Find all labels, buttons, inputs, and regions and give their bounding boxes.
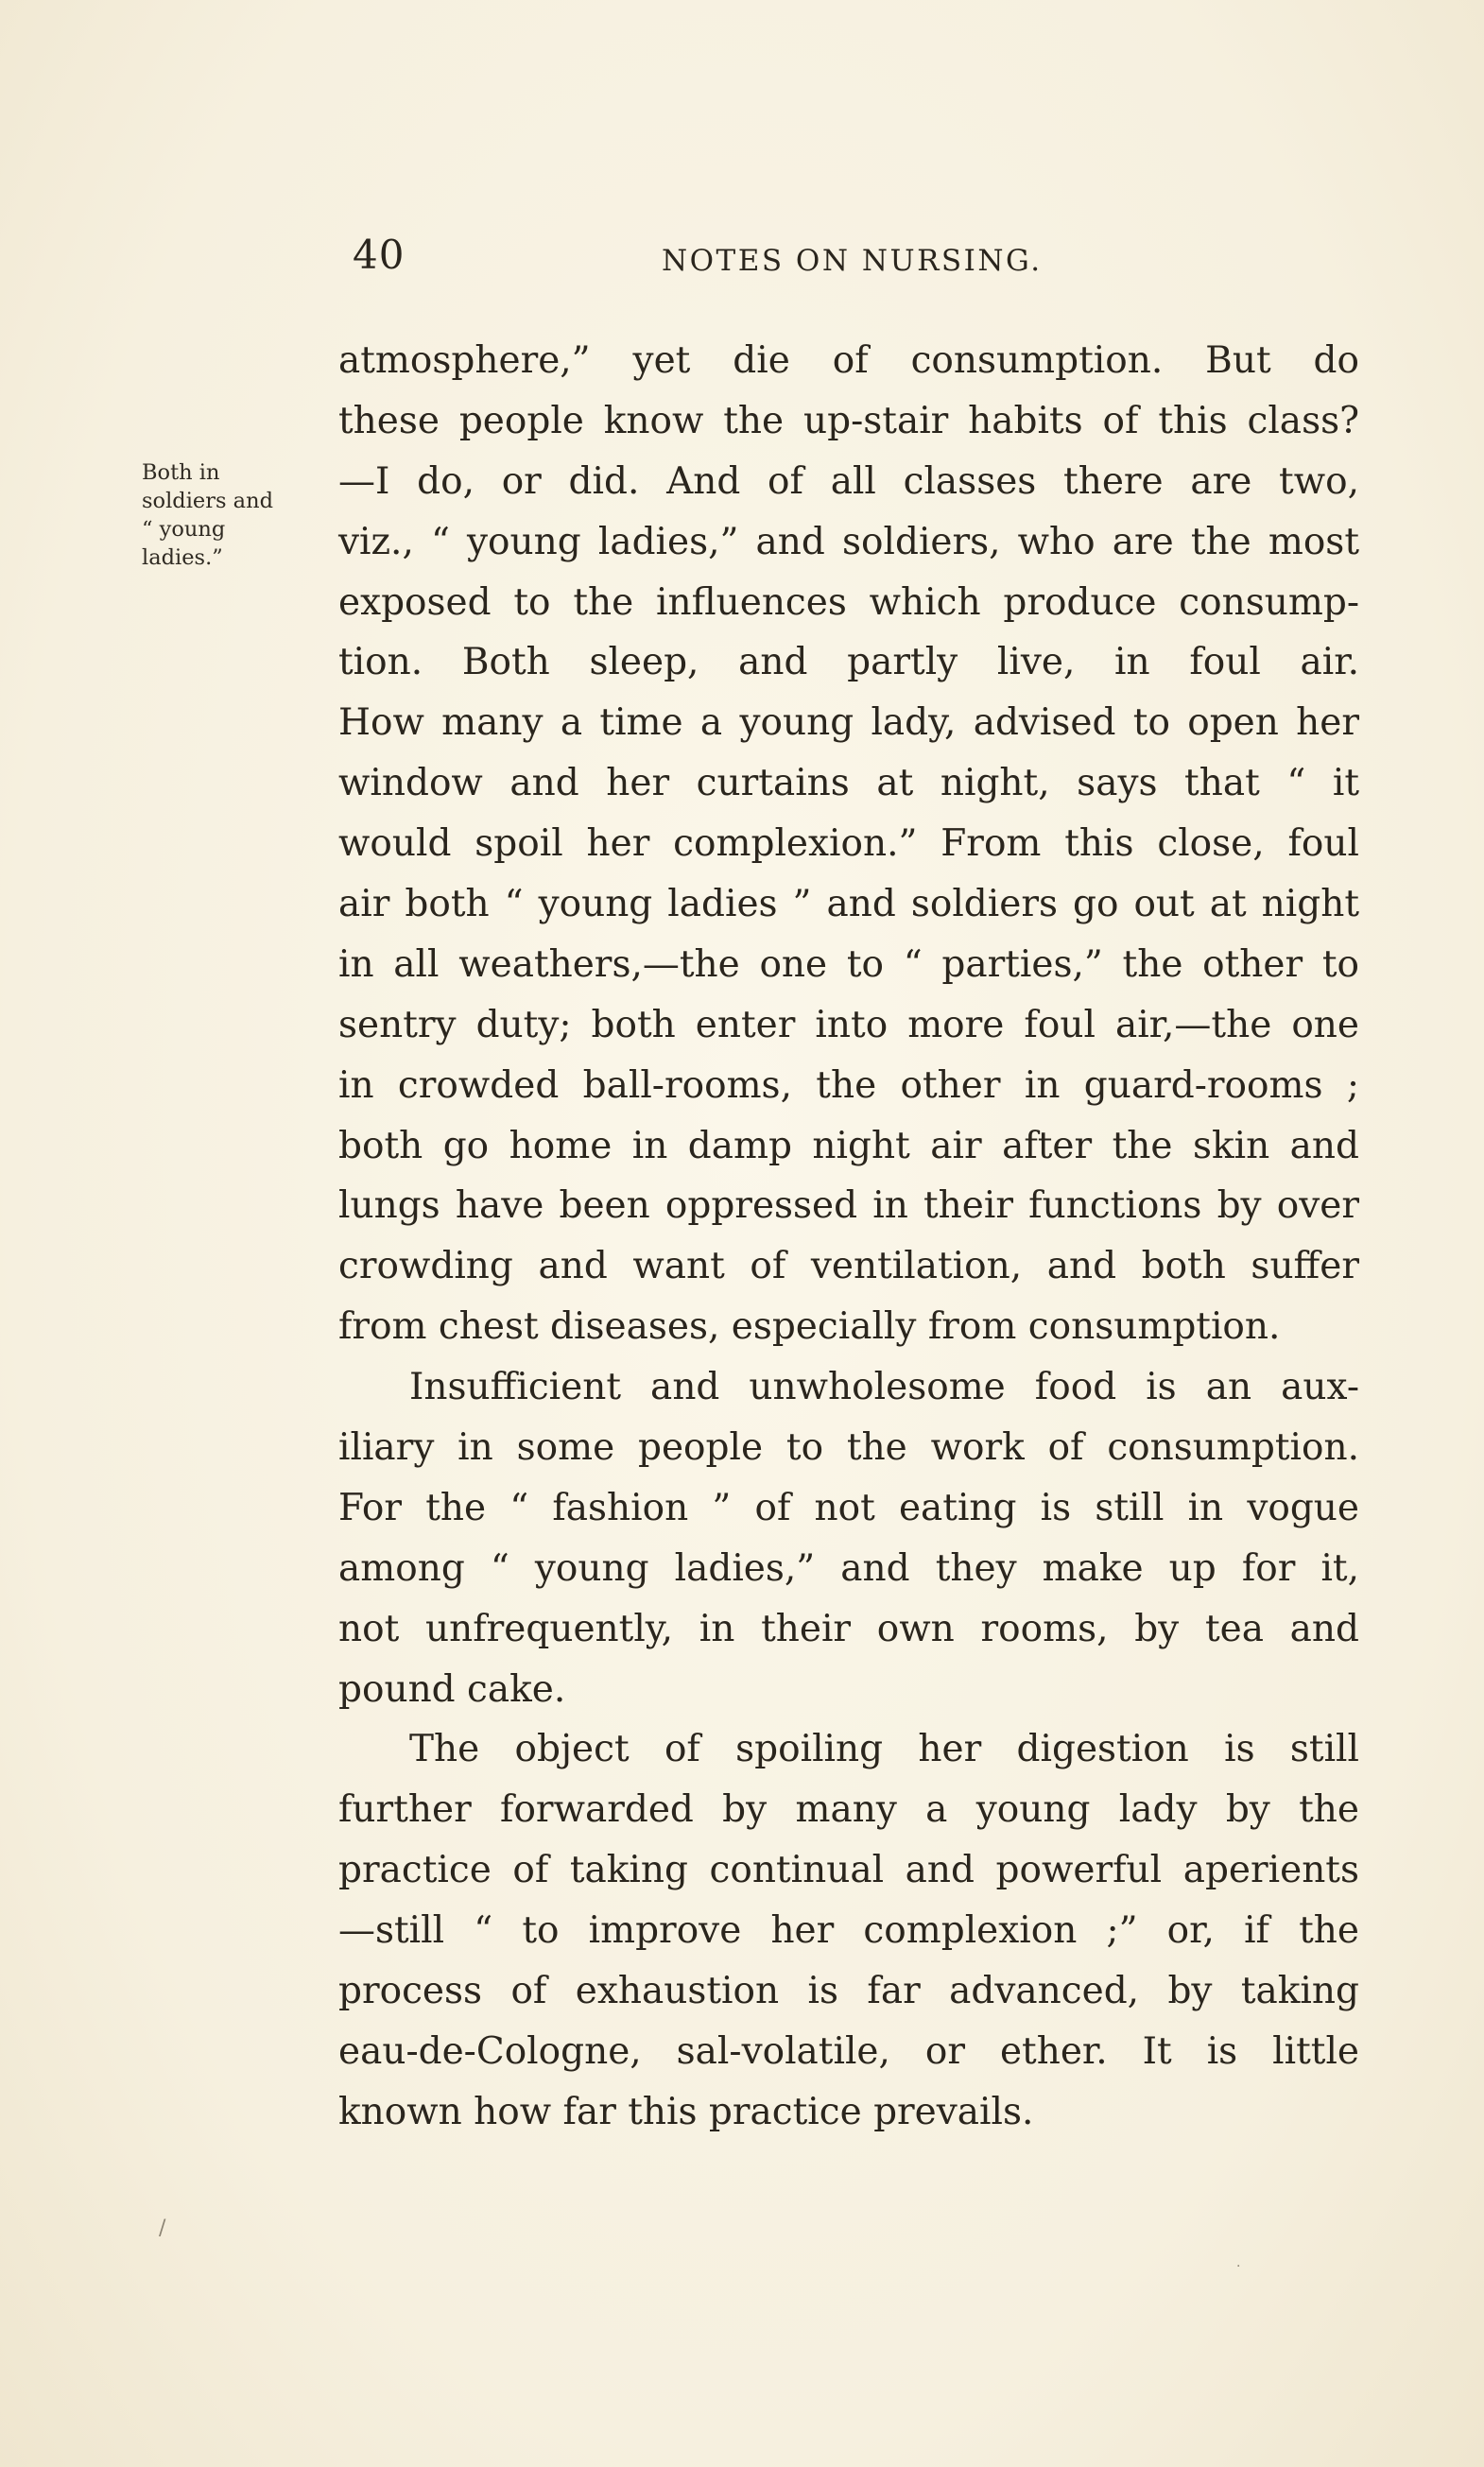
paragraph-1 [338, 331, 1359, 1357]
margin-sidenote [142, 458, 317, 572]
text-line: For the “ fashion ” of not eating is still in vogue [338, 1486, 1359, 1529]
text-line: in all weathers,—the one to “ parties,” the other to [338, 942, 1359, 986]
text-line: not unfrequently, in their own rooms, by tea and [338, 1607, 1359, 1650]
text-line: crowding and want of ventilation, and both suffer [338, 1245, 1359, 1288]
text-line: —I do, or did. And of all classes there are two, [338, 459, 1359, 503]
text-line: among “ young ladies,” and they make up for it, [338, 1546, 1359, 1590]
text-line: these people know the up-stair habits of this class? [338, 399, 1359, 442]
text-line: tion. Both sleep, and partly live, in foul air. [338, 641, 1359, 684]
print-speck: / [159, 2217, 166, 2240]
sidenote-line: ladies.” [142, 545, 223, 570]
text-line: The object of spoiling her digestion is still [409, 1728, 1359, 1771]
text-line: eau-de-Cologne, sal-volatile, or ether. It is little [338, 2029, 1359, 2073]
text-line: lungs have been oppressed in their functions by over [338, 1184, 1359, 1228]
text-line: known how far this practice prevails. [338, 2090, 1034, 2133]
text-line: sentry duty; both enter into more foul air,—the one [338, 1003, 1359, 1046]
text-line: atmosphere,” yet die of consumption. But do [338, 339, 1359, 382]
text-line: from chest diseases, especially from consumption. [338, 1305, 1281, 1349]
text-line: iliary in some people to the work of consumption. [338, 1426, 1359, 1470]
body-text [338, 331, 1359, 2143]
text-line: exposed to the influences which produce consump- [338, 580, 1359, 624]
text-line: in crowded ball-rooms, the other in guard-rooms ; [338, 1063, 1359, 1107]
text-line: practice of taking continual and powerful aperients [338, 1849, 1359, 1892]
running-title: NOTES ON NURSING. [662, 244, 1043, 278]
text-line: Insufficient and unwholesome food is an aux- [409, 1366, 1359, 1409]
paragraph-3 [338, 1719, 1359, 2142]
sidenote-line: soldiers and [142, 489, 273, 513]
text-line: further forwarded by many a young lady by the [338, 1788, 1359, 1832]
text-line: process of exhaustion is far advanced, by taking [338, 1970, 1359, 2013]
text-line: pound cake. [338, 1667, 566, 1711]
sidenote-line: “ young [142, 517, 226, 542]
page-number: 40 [353, 232, 406, 278]
paragraph-2 [338, 1357, 1359, 1719]
text-line: viz., “ young ladies,” and soldiers, who are the most [338, 520, 1359, 563]
text-line: —still “ to improve her complexion ;” or, if the [338, 1909, 1359, 1953]
text-line: How many a time a young lady, advised to open her [338, 701, 1359, 745]
text-line: window and her curtains at night, says that “ it [338, 762, 1359, 805]
text-line: would spoil her complexion.” From this close, foul [338, 822, 1359, 866]
sidenote-line: Both in [142, 460, 220, 485]
text-line: air both “ young ladies ” and soldiers go out at night [338, 883, 1359, 926]
text-line: both go home in damp night air after the skin and [338, 1124, 1359, 1167]
print-speck: · [1236, 2259, 1241, 2274]
